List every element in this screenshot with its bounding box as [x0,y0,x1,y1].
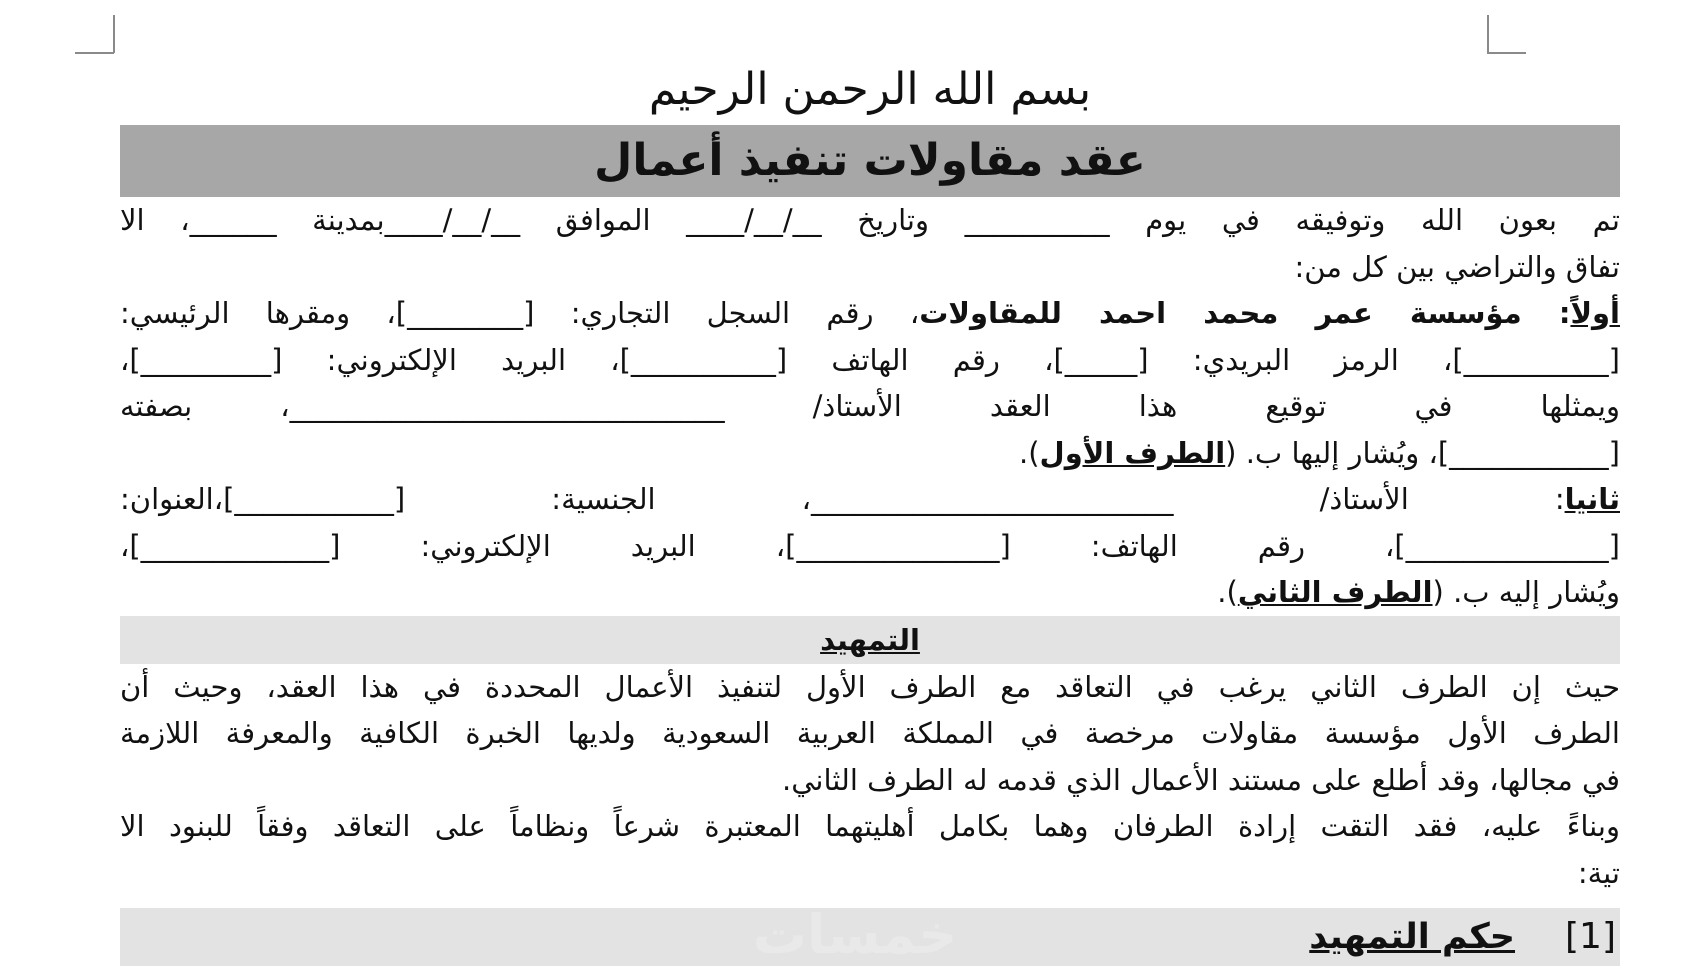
second-party-reference: الطرف الثاني [1237,575,1433,609]
preamble-line-3: في مجالها، وقد أطلع على مستند الأعمال الذي قدمه له الطرف الثاني. [781,762,1620,797]
watermark-logo: خمسات [752,905,958,966]
intro-line-2: تفاق والتراضي بين كل من: [1294,249,1620,284]
preamble-line-5: تية: [1577,855,1620,890]
preamble-heading: التمهيد [820,622,920,657]
first-party-line-4 [120,430,1620,477]
crop-mark-top-left-vertical [113,15,115,53]
clause-1-title: حكم التمهيد [1309,917,1515,957]
second-party-line-3-end: ). [1217,575,1238,609]
crop-mark-top-right-vertical [1487,15,1489,53]
second-party-line-1-rest: : الأستاذ/ _________________________، الجنسية: [___________]،العنوان: [120,482,1565,516]
first-party-line-1 [120,290,1620,337]
second-party-line-3-start: ويُشار إليه ب. ( [1432,575,1620,609]
first-party-line-3: ويمثلها في توقيع هذا العقد الأستاذ/ ______________________________، بصفته [120,389,1620,423]
intro-line-1: تم بعون الله وتوفيقه في يوم __________ وتاريخ __/__/____ الموافق __/__/____بمدينة ______، الا [120,203,1620,237]
crop-mark-top-left-horizontal [75,52,114,54]
basmala-heading: بسم الله الرحمن الرحيم [648,64,1092,115]
second-party-line-3 [120,569,1620,616]
clause-1-number: [1] [1565,916,1616,957]
preamble-line-1: حيث إن الطرف الثاني يرغب في التعاقد مع الطرف الأول لتنفيذ الأعمال المحددة في هذا العقد، وحيث أن [120,669,1620,704]
first-party-line-4-end: ). [1018,435,1040,470]
preamble-heading-band [120,616,1620,664]
preamble-line-4: وبناءً عليه، فقد التقت إرادة الطرفان وهما بكامل أهليتهما المعتبرة شرعاً ونظاماً على التعاقد وفقاً للبنود الا [120,809,1620,843]
first-party-reference: الطرف الأول [1039,435,1226,470]
preamble-line-2: الطرف الأول مؤسسة مقاولات مرخصة في المملكة العربية السعودية ولديها الخبرة الكافية والمعرفة اللازمة [120,716,1620,750]
second-party-label: ثانيا [1564,482,1620,516]
second-party-line-1 [120,476,1620,523]
first-party-name: مؤسسة عمر محمد احمد للمقاولات [919,296,1522,330]
contract-title: عقد مقاولات تنفيذ أعمال [120,125,1620,197]
first-party-colon: : [1521,296,1571,330]
first-party-line-4-start: [___________]، ويُشار إليها ب. ( [1225,435,1620,470]
first-party-line-1-rest: ، رقم السجل التجاري: [________]، ومقرها الرئيسي: [120,296,920,330]
first-party-label: أولاً [1570,296,1620,330]
document-body [120,60,1620,966]
first-party-line-2: [__________]، الرمز البريدي: [_____]، رقم الهاتف [__________]، البريد الإلكتروني: [_________]، [120,342,1620,377]
crop-mark-top-right-horizontal [1487,52,1526,54]
second-party-line-2: [______________]، رقم الهاتف: [______________]، البريد الإلكتروني: [_____________]، [120,528,1620,563]
